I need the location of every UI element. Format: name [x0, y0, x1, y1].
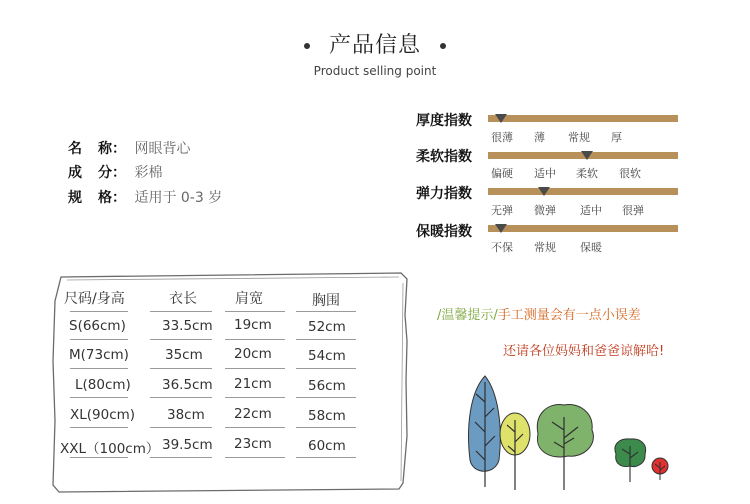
table-cell: 22cm [234, 406, 272, 422]
table-cell: 38cm [167, 407, 205, 423]
row-underline [150, 427, 212, 428]
table-cell: M(73cm) [69, 347, 129, 363]
tree-blue-icon [469, 376, 501, 487]
info-row-material: 成 分： 彩棉 [68, 165, 163, 181]
indicator-option: 常规 [534, 241, 556, 254]
indicator-option: 无弹 [491, 204, 513, 217]
tree-small-green-icon [615, 439, 646, 482]
indicator-bar-warmth [488, 225, 678, 232]
note-text: 手工测量会有一点小误差 [497, 308, 641, 323]
row-underline [296, 368, 356, 369]
row-underline [296, 339, 356, 340]
indicator-bar-elasticity [488, 188, 678, 195]
note-prefix: /温馨提示/ [437, 308, 498, 323]
row-underline [150, 368, 212, 369]
info-row-spec: 规 格： 适用于 0-3 岁 [68, 190, 223, 206]
page-title: 产品信息 [328, 33, 421, 58]
trees-illustration [460, 372, 675, 494]
table-cell: 20cm [234, 346, 272, 362]
table-cell: 21cm [234, 376, 272, 392]
row-underline [225, 339, 285, 340]
indicator-title-thickness: 厚度指数 [416, 113, 472, 129]
table-cell: 33.5cm [162, 318, 213, 334]
indicator-option: 常规 [568, 131, 590, 144]
header-underline [150, 311, 212, 312]
title-dot-right [440, 43, 446, 49]
row-underline [70, 457, 128, 458]
row-underline [150, 457, 212, 458]
indicator-option: 适中 [580, 204, 602, 217]
table-cell: 60cm [308, 438, 346, 454]
indicator-marker-thickness [495, 114, 507, 123]
row-underline [225, 397, 285, 398]
indicator-option: 不保 [491, 241, 513, 254]
table-cell: XXL（100cm） [60, 441, 160, 457]
info-value-name: 网眼背心 [134, 141, 191, 157]
indicator-option: 柔软 [576, 167, 598, 180]
page-title-wrap [0, 28, 750, 59]
size-header-length: 衣长 [169, 291, 197, 307]
indicator-marker-elasticity [538, 187, 550, 196]
indicator-option: 保暖 [580, 241, 602, 254]
row-underline [296, 427, 356, 428]
table-cell: L(80cm) [75, 377, 131, 393]
note-line-1 [437, 304, 641, 323]
size-header-chest: 胸围 [312, 293, 340, 309]
indicator-title-warmth: 保暖指数 [416, 224, 472, 240]
table-cell: 52cm [308, 319, 346, 335]
row-underline [70, 397, 128, 398]
tree-yellow-icon [500, 413, 530, 490]
info-value-spec: 适用于 0-3 岁 [134, 190, 223, 206]
row-underline [225, 427, 285, 428]
indicator-option: 很弹 [622, 204, 644, 217]
indicator-option: 微弹 [534, 204, 556, 217]
indicator-option: 很薄 [491, 131, 513, 144]
row-underline [70, 339, 128, 340]
row-underline [225, 457, 285, 458]
tree-red-icon [652, 458, 668, 480]
row-underline [70, 368, 128, 369]
note-line-2: 还请各位妈妈和爸爸谅解哈! [503, 344, 665, 359]
indicator-title-softness: 柔软指数 [416, 149, 472, 165]
header-underline [296, 311, 356, 312]
table-cell: 19cm [234, 317, 272, 333]
size-header-size: 尺码/身高 [64, 291, 125, 307]
page-subtitle: Product selling point [313, 64, 437, 78]
indicator-option: 很软 [619, 167, 641, 180]
tree-green-icon [537, 404, 593, 490]
header-underline [225, 311, 285, 312]
title-dot-left [304, 43, 310, 49]
table-cell: S(66cm) [69, 318, 126, 334]
table-cell: XL(90cm) [70, 407, 136, 423]
row-underline [150, 397, 212, 398]
table-cell: 36.5cm [162, 377, 213, 393]
indicator-option: 偏硬 [491, 167, 513, 180]
indicator-marker-warmth [495, 224, 507, 233]
table-cell: 54cm [308, 348, 346, 364]
table-cell: 35cm [165, 347, 203, 363]
indicator-option: 薄 [534, 131, 545, 144]
table-cell: 56cm [308, 378, 346, 394]
row-underline [296, 457, 356, 458]
row-underline [70, 427, 128, 428]
info-row-name: 名 称： 网眼背心 [68, 141, 191, 157]
indicator-title-elasticity: 弹力指数 [416, 186, 472, 202]
table-cell: 39.5cm [162, 437, 213, 453]
indicator-bar-thickness [488, 115, 678, 122]
row-underline [296, 397, 356, 398]
row-underline [225, 368, 285, 369]
row-underline [150, 339, 212, 340]
table-cell: 58cm [308, 408, 346, 424]
size-header-shoulder: 肩宽 [235, 291, 263, 307]
indicator-option: 厚 [611, 131, 622, 144]
table-cell: 23cm [234, 436, 272, 452]
indicator-option: 适中 [534, 167, 556, 180]
info-value-material: 彩棉 [134, 165, 163, 181]
indicator-marker-softness [581, 151, 593, 160]
header-underline [70, 311, 128, 312]
